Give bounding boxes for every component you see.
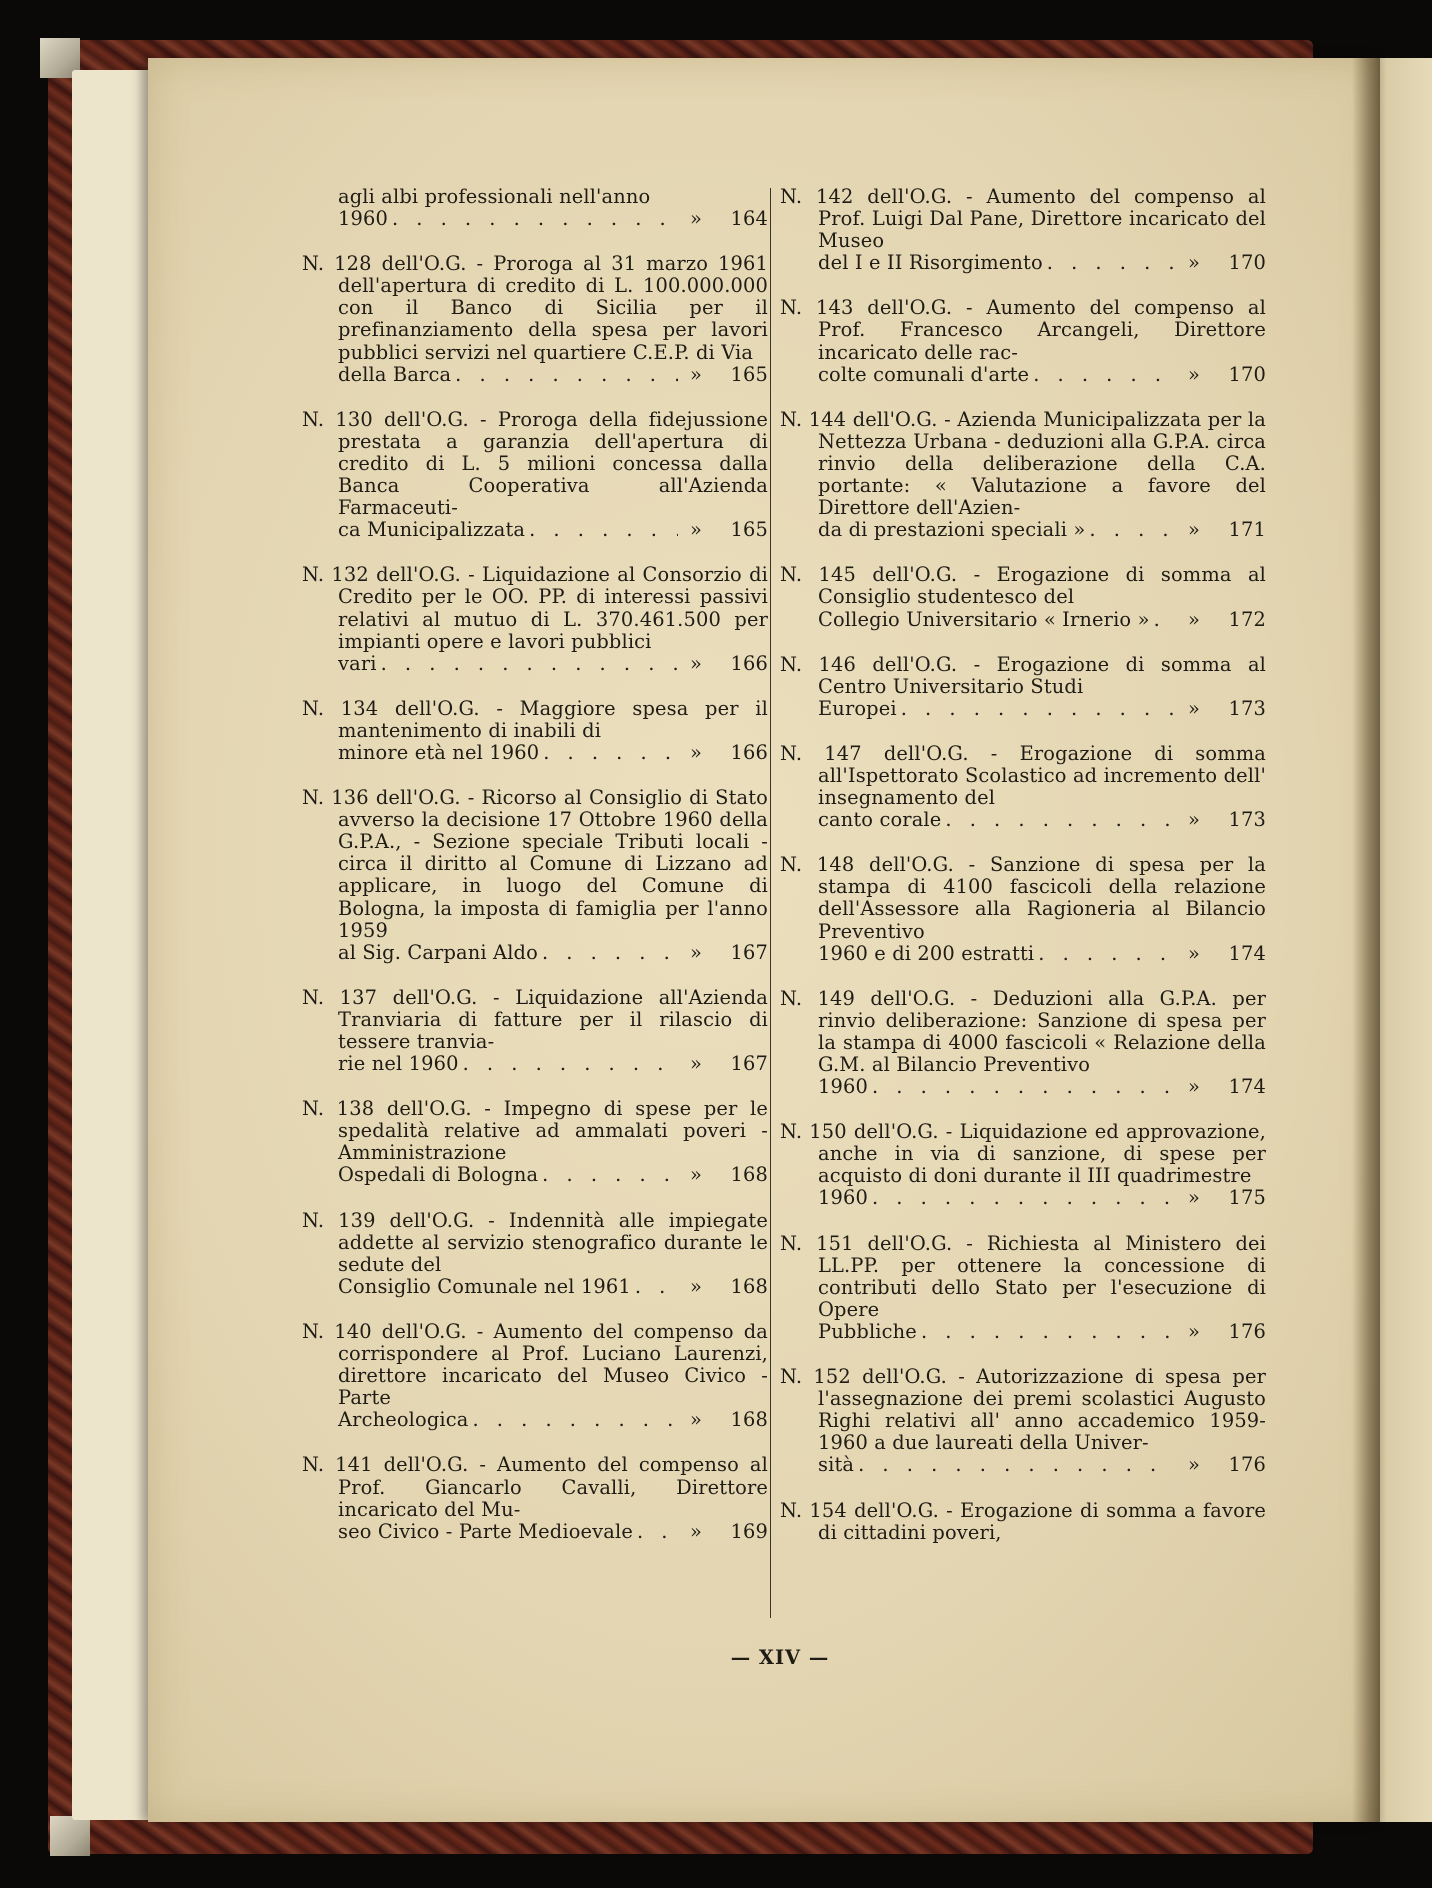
ditto-mark: » (1187, 607, 1200, 631)
index-entry (302, 1210, 768, 1298)
page-ref-number: 173 (1228, 696, 1266, 720)
index-entry (780, 297, 1266, 385)
entry-page-reference (338, 942, 768, 964)
page-ref-number: 167 (730, 1052, 768, 1076)
page-ref-number: 170 (1228, 362, 1266, 386)
page-ref-number: 164 (730, 207, 768, 231)
page-ref-number: 175 (1228, 1186, 1266, 1210)
index-entry (302, 1098, 768, 1186)
index-column-left (302, 186, 768, 1566)
entry-page-reference (338, 1053, 768, 1075)
entry-tail-text: 1960 (818, 1186, 868, 1210)
entry-description: N. 137 dell'O.G. - Liquidazione all'Azienda Tranviaria di fatture per il rilascio di tessere tranvia- (302, 985, 768, 1053)
entry-tail-text: 1960 (818, 1075, 868, 1099)
page-ref-number: 168 (730, 1274, 768, 1298)
page-ref-number: 166 (730, 651, 768, 675)
entry-page-reference (818, 809, 1266, 831)
dot-leader (543, 742, 678, 764)
entry-tail-text: Europei (818, 696, 897, 720)
dot-leader (858, 1454, 1176, 1476)
entry-description: N. 134 dell'O.G. - Maggiore spesa per il mantenimento di inabili di (302, 696, 768, 742)
index-entry (302, 1321, 768, 1431)
entry-tail-text: minore età nel 1960 (338, 740, 540, 764)
entry-tail-text: al Sig. Carpani Aldo (338, 940, 538, 964)
entry-page-reference (818, 609, 1266, 631)
dot-leader (455, 364, 678, 386)
index-entry (780, 564, 1266, 630)
index-entry (302, 987, 768, 1075)
ditto-mark: » (1187, 1186, 1200, 1210)
dot-leader (1033, 364, 1176, 386)
entry-page-reference (818, 1454, 1266, 1476)
entry-tail-text: Ospedali di Bologna (338, 1163, 539, 1187)
index-entry (780, 409, 1266, 542)
entry-description: N. 141 dell'O.G. - Aumento del compenso al Prof. Giancarlo Cavalli, Direttore incaricato del Mu- (302, 1453, 768, 1521)
ditto-mark: » (689, 1274, 702, 1298)
page-ref-number: 168 (730, 1408, 768, 1432)
entry-description: N. 145 dell'O.G. - Erogazione di somma al Consiglio studentesco del (780, 563, 1266, 609)
ditto-mark: » (689, 1052, 702, 1076)
entry-page-reference (338, 364, 768, 386)
entry-description: N. 138 dell'O.G. - Impegno di spese per le spedalità relative ad ammalati poveri - Amministrazione (302, 1097, 768, 1165)
index-entry (302, 564, 768, 674)
entry-tail-text: vari (338, 651, 377, 675)
entry-page-reference (818, 519, 1266, 541)
entry-page-reference (338, 208, 768, 230)
dot-leader (637, 1521, 678, 1543)
dot-leader (472, 1409, 678, 1431)
page-ref-number: 176 (1228, 1453, 1266, 1477)
entry-description: N. 151 dell'O.G. - Richiesta al Ministero dei LL.PP. per ottenere la concessione di contributi dello Stato per l'esecuzione di Opere (780, 1231, 1266, 1321)
ditto-mark: » (689, 207, 702, 231)
entry-description: N. 147 dell'O.G. - Erogazione di somma all'Ispettorato Scolastico ad incremento dell' insegnamento del (780, 741, 1266, 810)
dot-leader (392, 208, 678, 230)
dot-leader (542, 1164, 678, 1186)
dot-leader (901, 698, 1176, 720)
dot-leader (542, 942, 678, 964)
entry-page-reference (818, 943, 1266, 965)
entry-description: N. 154 dell'O.G. - Erogazione di somma a favore di cittadini poveri, (780, 1498, 1266, 1544)
entry-page-reference (818, 364, 1266, 386)
index-entry (302, 253, 768, 386)
index-entry (780, 743, 1266, 831)
entry-page-reference (338, 1521, 768, 1543)
index-column-right (780, 186, 1266, 1567)
entry-description: N. 128 dell'O.G. - Proroga al 31 marzo 1961 dell'apertura di credito di L. 100.000.000 con il Banco di Sicilia per il prefinanziamento della spesa per lavori pubblici servizi nel quartiere C.E.P. di Via (302, 252, 768, 364)
dot-leader (921, 1321, 1176, 1343)
dot-leader (945, 809, 1176, 831)
entry-page-reference (818, 252, 1266, 274)
entry-tail-text: Pubbliche (818, 1319, 917, 1343)
page-ref-number: 174 (1228, 941, 1266, 965)
entry-description: N. 152 dell'O.G. - Autorizzazione di spesa per l'assegnazione dei premi scolastici Augusto Righi relativi all' anno accademico 1959-1960 a due laureati della Univer- (780, 1365, 1266, 1455)
ditto-mark: » (689, 518, 702, 542)
page-ref-number: 173 (1228, 808, 1266, 832)
entry-description: N. 130 dell'O.G. - Proroga della fidejussione prestata a garanzia dell'apertura di credito di L. 5 milioni concessa dalla Banca Cooperativa all'Azienda Farmaceuti- (302, 407, 768, 520)
ditto-mark: » (689, 740, 702, 764)
entry-description: N. 142 dell'O.G. - Aumento del compenso al Prof. Luigi Dal Pane, Direttore incaricato del Museo (780, 185, 1266, 253)
entry-page-reference (818, 1187, 1266, 1209)
index-entry (302, 409, 768, 542)
dot-leader (381, 653, 678, 675)
entry-description: N. 143 dell'O.G. - Aumento del compenso al Prof. Francesco Arcangeli, Direttore incaricato delle rac- (780, 296, 1266, 364)
page-ref-number: 165 (730, 518, 768, 542)
index-entry (302, 787, 768, 964)
dot-leader (1047, 252, 1176, 274)
page-ref-number: 167 (730, 940, 768, 964)
ditto-mark: » (1187, 251, 1200, 275)
entry-page-reference (818, 1076, 1266, 1098)
index-entry (780, 654, 1266, 720)
page-ref-number: 176 (1228, 1319, 1266, 1343)
entry-page-reference (338, 1276, 768, 1298)
ditto-mark: » (689, 651, 702, 675)
entry-page-reference (338, 1409, 768, 1431)
entry-tail-text: del I e II Risorgimento (818, 251, 1043, 275)
ditto-mark: » (689, 1408, 702, 1432)
ditto-mark: » (689, 362, 702, 386)
ditto-mark: » (1187, 696, 1200, 720)
entry-tail-text: Archeologica (338, 1408, 469, 1432)
facing-page-edge (1372, 58, 1432, 1822)
entry-description: N. 148 dell'O.G. - Sanzione di spesa per la stampa di 4100 fascicoli della relazione dell'Assessore alla Ragioneria al Bilancio Preventivo (780, 853, 1266, 943)
entry-description: N. 132 dell'O.G. - Liquidazione al Consorzio di Credito per le OO. PP. di interessi passivi relativi al mutuo di L. 370.461.500 per impianti opere e lavori pubblici (302, 563, 768, 653)
entry-page-reference (338, 653, 768, 675)
index-entry (780, 1500, 1266, 1544)
entry-description: N. 144 dell'O.G. - Azienda Municipalizzata per la Nettezza Urbana - deduzioni alla G.P.A. circa rinvio della deliberazione della C.A. portante: « Valutazione a favore del Direttore dell'Azien- (780, 407, 1266, 520)
entry-description: N. 139 dell'O.G. - Indennità alle impiegate addette al servizio stenografico durante le sedute del (302, 1208, 768, 1276)
entry-tail-text: colte comunali d'arte (818, 362, 1030, 386)
entry-tail-text: Collegio Universitario « Irnerio » (818, 607, 1150, 631)
page-ref-number: 174 (1228, 1075, 1266, 1099)
entry-description: N. 140 dell'O.G. - Aumento del compenso da corrispondere al Prof. Luciano Laurenzi, direttore incaricato del Museo Civico - Parte (302, 1319, 768, 1410)
ditto-mark: » (1187, 941, 1200, 965)
entry-tail-text: Consiglio Comunale nel 1961 (338, 1274, 631, 1298)
entry-page-reference (818, 1321, 1266, 1343)
ditto-mark: » (1187, 1075, 1200, 1099)
entry-tail-text: rie nel 1960 (338, 1052, 459, 1076)
dot-leader (1089, 519, 1176, 541)
ditto-mark: » (1187, 1453, 1200, 1477)
ditto-mark: » (689, 1163, 702, 1187)
entry-tail-text: da di prestazioni speciali » (818, 518, 1086, 542)
page-number: — XIV — (730, 1646, 830, 1669)
index-entry (780, 1233, 1266, 1343)
entry-tail-text: sità (818, 1453, 855, 1477)
entry-tail-text: 1960 e di 200 estratti (818, 941, 1035, 965)
index-entry (302, 1454, 768, 1542)
entry-page-reference (818, 698, 1266, 720)
page-ref-number: 171 (1228, 518, 1266, 542)
entry-tail-text: della Barca (338, 362, 452, 386)
entry-description: N. 136 dell'O.G. - Ricorso al Consiglio di Stato avverso la decisione 17 Ottobre 1960 della G.P.A., - Sezione speciale Tributi locali - circa il diritto al Comune di Lizzano ad applicare, in luogo del Comune di Bologna, la imposta di famiglia per l'anno 1959 (302, 786, 768, 942)
index-entry (780, 1121, 1266, 1209)
ditto-mark: » (1187, 808, 1200, 832)
page-ref-number: 165 (730, 362, 768, 386)
entry-description: N. 146 dell'O.G. - Erogazione di somma al Centro Universitario Studi (780, 652, 1266, 698)
book-gutter-shadow (1352, 58, 1380, 1822)
dot-leader (1038, 943, 1176, 965)
dot-leader (1154, 609, 1176, 631)
index-entry (780, 186, 1266, 274)
index-entry (302, 698, 768, 764)
entry-tail-text: canto corale (818, 808, 942, 832)
dot-leader (529, 519, 678, 541)
page-ref-number: 170 (1228, 251, 1266, 275)
dot-leader (463, 1053, 678, 1075)
ditto-mark: » (1187, 518, 1200, 542)
page-ref-number: 168 (730, 1163, 768, 1187)
ditto-mark: » (689, 940, 702, 964)
entry-tail-text: seo Civico - Parte Medioevale (338, 1519, 633, 1543)
entry-description: N. 150 dell'O.G. - Liquidazione ed approvazione, anche in via di sanzione, di spese per acquisto di doni durante il III quadrimestre (780, 1120, 1266, 1188)
entry-page-reference (338, 1164, 768, 1186)
page-ref-number: 169 (730, 1519, 768, 1543)
column-divider (770, 188, 771, 1618)
index-entry (302, 186, 768, 230)
entry-tail-text: 1960 (338, 207, 388, 231)
ditto-mark: » (1187, 362, 1200, 386)
dot-leader (635, 1276, 678, 1298)
cover-corner-bottom-left (50, 1816, 90, 1856)
dot-leader (872, 1187, 1176, 1209)
entry-description: N. 149 dell'O.G. - Deduzioni alla G.P.A. per rinvio deliberazione: Sanzione di spesa per la stampa di 4000 fascicoli « Relazione della G.M. al Bilancio Preventivo (780, 986, 1266, 1076)
index-entry (780, 854, 1266, 964)
entry-description: agli albi professionali nell'anno (338, 185, 651, 208)
dot-leader (872, 1076, 1176, 1098)
ditto-mark: » (689, 1519, 702, 1543)
entry-page-reference (338, 519, 768, 541)
index-entry (780, 1366, 1266, 1476)
page-ref-number: 172 (1228, 607, 1266, 631)
ditto-mark: » (1187, 1319, 1200, 1343)
page-ref-number: 166 (730, 740, 768, 764)
index-entry (780, 988, 1266, 1098)
entry-tail-text: ca Municipalizzata (338, 518, 526, 542)
entry-page-reference (338, 742, 768, 764)
